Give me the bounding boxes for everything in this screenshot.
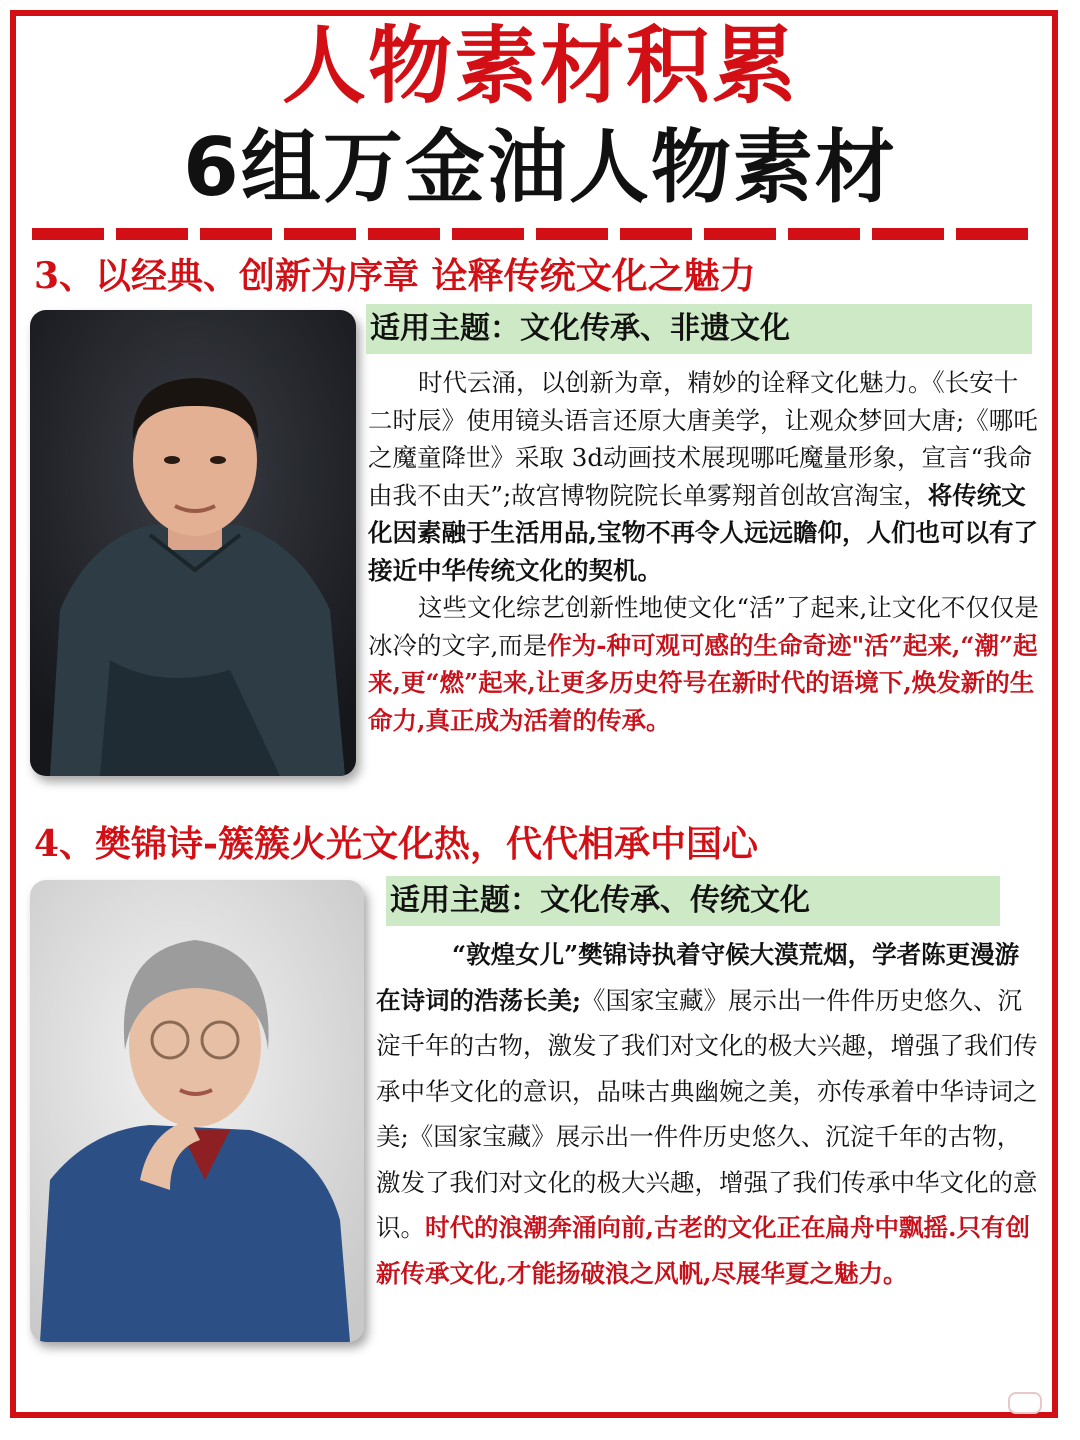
section3-paragraph1 <box>368 364 1040 589</box>
section4-heading: 4、樊锦诗-簇簇火光文化热，代代相承中国心 <box>34 823 758 865</box>
section4-theme-bar: 适用主题：文化传承、传统文化 <box>386 876 1000 926</box>
page-subtitle: 6组万金油人物素材 <box>183 121 897 214</box>
section4-p1-highlight: 时代的浪潮奔涌向前,古老的文化正在扁舟中飘摇.只有创新传承文化,才能扬破浪之风帆,尽展华夏之魅力。 <box>376 1213 1031 1288</box>
section3-body <box>368 364 1040 739</box>
dashed-divider <box>32 228 1032 240</box>
section4-paragraph1 <box>376 932 1040 1296</box>
section3-heading: 3、以经典、创新为序章 诠释传统文化之魅力 <box>34 255 756 297</box>
portrait-photo-man <box>30 310 356 776</box>
section4-p1-bold: “敦煌女儿”樊锦诗执着守候大漠荒烟，学者陈更漫游在诗词的浩荡长美; <box>376 940 1020 1015</box>
watermark-stamp <box>1008 1392 1042 1414</box>
section4-p1-text: 《国家宝藏》展示出一件件历史悠久、沉淀千年的古物，激发了我们对文化的极大兴趣，增强了我们传承中华文化的意识，品味古典幽婉之美，亦传承着中华诗词之美;《国家宝藏》展示出一件件历史悠久、沉淀千年的古物，激发了我们对文化的极大兴趣，增强了我们传承中华文化的意识。 <box>376 985 1038 1242</box>
portrait-woman-illustration <box>30 880 364 1342</box>
portrait-photo-woman <box>30 880 364 1342</box>
section3-p1-bold: 将传统文化因素融于生活用品,宝物不再令人远远瞻仰，人们也可以有了接近中华传统文化的契机。 <box>368 480 1039 585</box>
section3-p2-text: 这些文化综艺创新性地使文化“活”了起来,让文化不仅仅是冰冷的文字,而是 <box>368 593 1039 660</box>
section3-paragraph2 <box>368 589 1040 739</box>
section3-p2-highlight: 作为-种可观可感的生命奇迹"活”起来,“潮”起来,更“燃”起来,让更多历史符号在新时代的语境下,焕发新的生命力,真正成为活着的传承。 <box>368 630 1038 735</box>
section3-p1-text: 时代云涌，以创新为章，精妙的诠释文化魅力。《长安十二时辰》使用镜头语言还原大唐美学，让观众梦回大唐;《哪吒之魔童降世》采取 3d动画技术展现哪吒魔量形象，宣言“我命由我不由天”;故宫博物院院长单雾翔首创故宫淘宝， <box>368 368 1038 510</box>
portrait-man-illustration <box>30 310 356 776</box>
page-title: 人物素材积累 <box>281 17 798 115</box>
section3-theme-bar: 适用主题：文化传承、非遗文化 <box>366 304 1032 354</box>
section4-body <box>376 932 1040 1296</box>
